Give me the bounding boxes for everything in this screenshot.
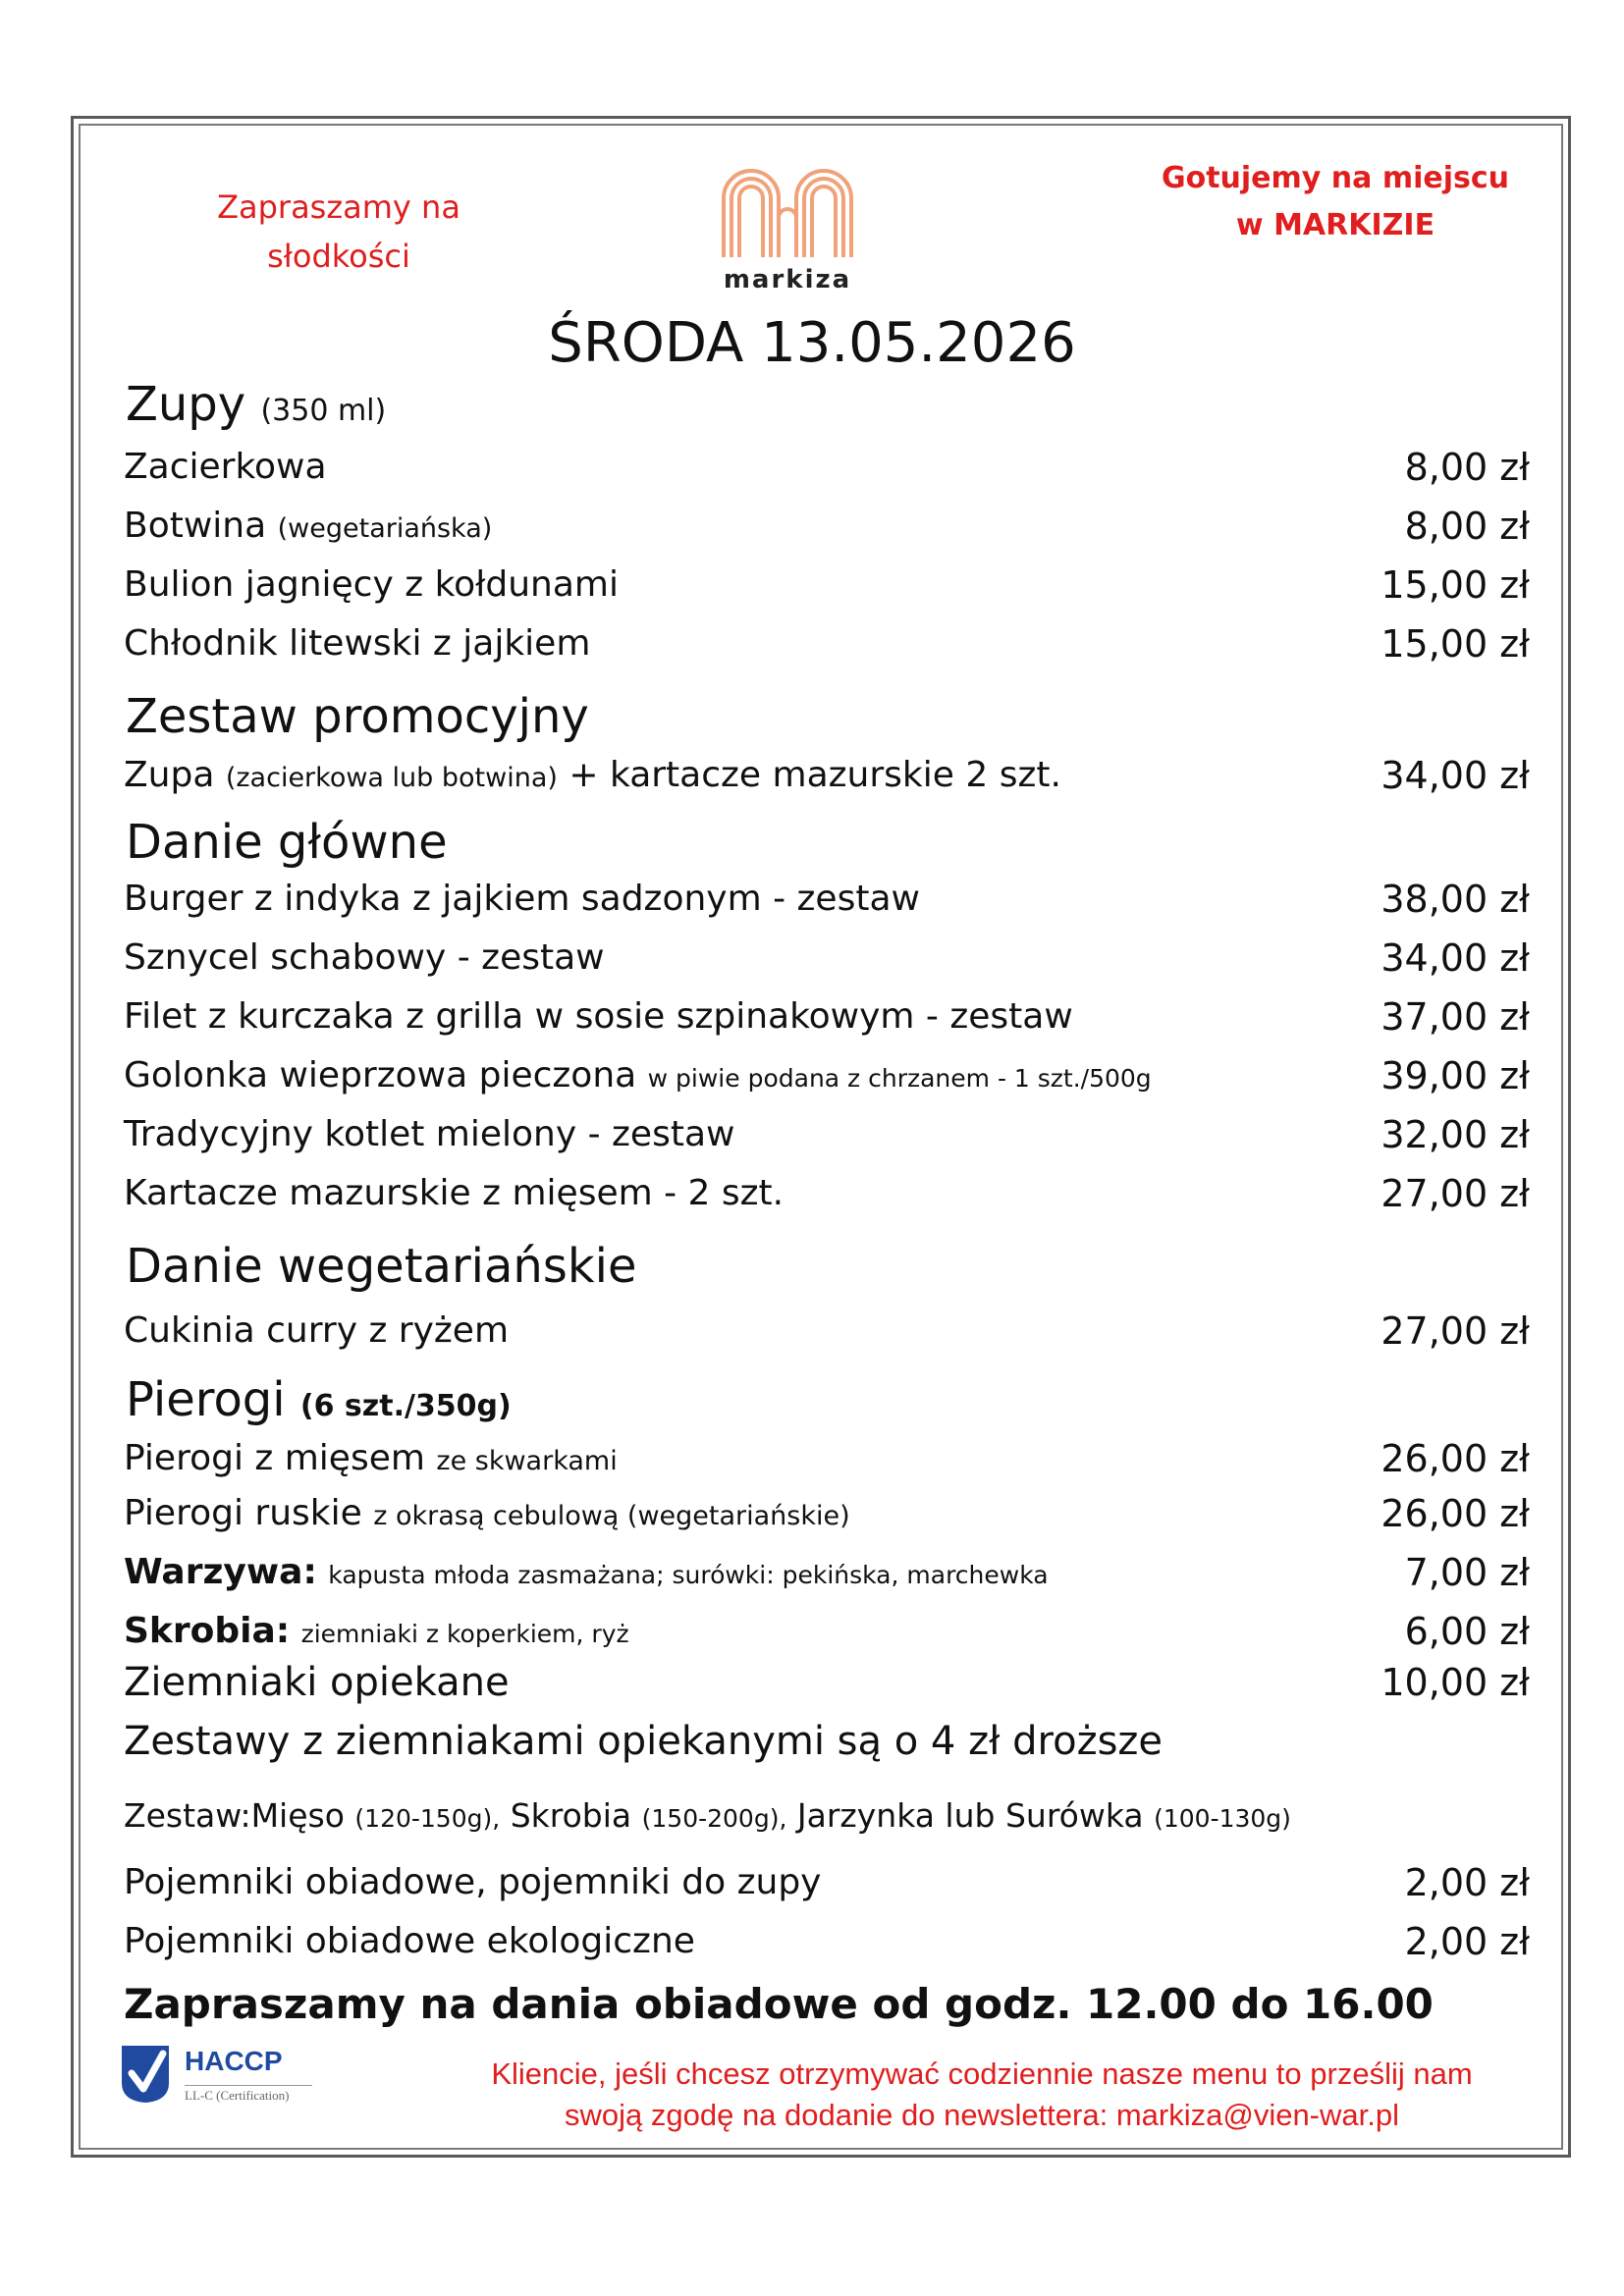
pierogi-title: Pierogi: [126, 1372, 286, 1427]
item-price: 34,00 zł: [1380, 936, 1530, 980]
menu-item-row: [124, 1111, 1530, 1158]
item-name: Filet z kurczaka z grilla w sosie szpinakowym - zestaw: [124, 996, 1073, 1037]
item-price: 27,00 zł: [1380, 1309, 1530, 1353]
menu-item-row: [124, 1170, 1530, 1217]
menu-item-row: [124, 1052, 1530, 1099]
item-name: Burger z indyka z jajkiem sadzonym - zestaw: [124, 879, 920, 919]
newsletter-note: [422, 2054, 1542, 2136]
item-price: 8,00 zł: [1404, 505, 1530, 548]
promo-part1: Zupa: [124, 755, 215, 795]
roast-note: Zestawy z ziemniakami opiekanymi są o 4 zł droższe: [124, 1719, 1164, 1764]
haccp-sublabel: LL-C (Certification): [185, 2085, 312, 2104]
item-name: [124, 1549, 1049, 1599]
section-title-mains: Danie główne: [126, 815, 448, 870]
item-note: w piwie podana z chrzanem - 1 szt./500g: [647, 1064, 1152, 1093]
item-price: 8,00 zł: [1404, 446, 1530, 489]
markiza-logo-icon: [714, 159, 861, 261]
item-price: 26,00 zł: [1380, 1437, 1530, 1480]
haccp-label: HACCP: [185, 2046, 283, 2076]
item-name: [124, 752, 1061, 802]
starch-label: Skrobia:: [124, 1611, 291, 1651]
menu-item-row: [124, 752, 1530, 799]
item-price: 37,00 zł: [1380, 995, 1530, 1039]
item-note: (wegetariańska): [277, 513, 493, 544]
set-info-note3: (100-130g): [1154, 1804, 1291, 1833]
menu-item-row: [124, 620, 1530, 667]
item-price: 15,00 zł: [1380, 563, 1530, 607]
starch-note: ziemniaki z koperkiem, ryż: [300, 1620, 629, 1648]
veg-label: Warzywa:: [124, 1552, 317, 1592]
menu-item-row: [124, 993, 1530, 1041]
promo-note: (zacierkowa lub botwina): [225, 763, 558, 793]
item-name: [124, 1608, 629, 1658]
item-name: Tradycyjny kotlet mielony - zestaw: [124, 1114, 735, 1154]
newsletter-line1: Kliencie, jeśli chcesz otrzymywać codziennie nasze menu to prześlij nam: [491, 2056, 1473, 2091]
item-price: 2,00 zł: [1404, 1920, 1530, 1963]
item-name: Bulion jagnięcy z kołdunami: [124, 564, 619, 605]
item-name: [124, 1435, 618, 1485]
soups-title: Zupy: [126, 377, 246, 432]
item-name-text: Pierogi ruskie: [124, 1493, 362, 1533]
menu-item-row: [124, 1549, 1530, 1596]
cooking-promo: [1149, 155, 1522, 249]
menu-item-row: [124, 1918, 1530, 1965]
item-price: 6,00 zł: [1404, 1610, 1530, 1653]
item-note: ze skwarkami: [436, 1446, 618, 1476]
item-name: Ziemniaki opiekane: [124, 1660, 510, 1705]
item-name: Sznycel schabowy - zestaw: [124, 937, 605, 978]
logo-wordmark: markiza: [723, 265, 852, 294]
set-info-part3: Jarzynka lub Surówka: [796, 1796, 1144, 1835]
section-title-vegetarian: Danie wegetariańskie: [126, 1239, 637, 1294]
pierogi-note: (6 szt./350g): [299, 1389, 512, 1423]
item-name: [124, 1490, 850, 1540]
item-name-text: Golonka wieprzowa pieczona: [124, 1055, 637, 1095]
cooking-promo-line1: Gotujemy na miejscu: [1161, 161, 1510, 195]
item-price: 7,00 zł: [1404, 1551, 1530, 1594]
soups-note: (350 ml): [260, 394, 387, 428]
veg-note: kapusta młoda zasmażana; surówki: pekińska, marchewka: [328, 1561, 1049, 1589]
menu-item-row: [124, 876, 1530, 923]
menu-item-row: [124, 934, 1530, 982]
item-price: 15,00 zł: [1380, 622, 1530, 666]
item-name: Kartacze mazurskie z mięsem - 2 szt.: [124, 1173, 785, 1213]
menu-item-row: [124, 444, 1530, 491]
item-price: 34,00 zł: [1380, 754, 1530, 797]
item-name-text: Botwina: [124, 506, 267, 546]
item-name: [124, 1052, 1152, 1102]
item-name: Pojemniki obiadowe ekologiczne: [124, 1921, 695, 1961]
menu-item-row: [124, 1608, 1530, 1655]
promo-part2: + kartacze mazurskie 2 szt.: [568, 755, 1061, 795]
menu-item-row: [124, 1435, 1530, 1482]
cooking-promo-line2: w MARKIZIE: [1235, 208, 1435, 242]
item-name: [124, 503, 492, 553]
item-price: 32,00 zł: [1380, 1113, 1530, 1156]
set-info-note2: (150-200g),: [641, 1804, 787, 1833]
set-info: [124, 1792, 1291, 1842]
set-info-row: [124, 1792, 1530, 1840]
checkmark-shield-icon: [120, 2044, 171, 2105]
item-name: Zacierkowa: [124, 447, 327, 487]
item-name-text: Pierogi z mięsem: [124, 1438, 425, 1478]
menu-item-row: [124, 561, 1530, 609]
menu-item-row: [124, 1659, 1530, 1706]
haccp-badge: [120, 2044, 316, 2112]
section-title-pierogi: [126, 1372, 512, 1434]
roast-note-row: [124, 1718, 1530, 1765]
section-title-promo-set: Zestaw promocyjny: [126, 689, 589, 744]
set-info-part2: Skrobia: [510, 1796, 632, 1835]
opening-hours: Zapraszamy na dania obiadowe od godz. 12.00 do 16.00: [124, 1980, 1434, 2028]
item-price: 2,00 zł: [1404, 1861, 1530, 1904]
menu-date: ŚRODA 13.05.2026: [548, 311, 1076, 375]
menu-item-row: [124, 1859, 1530, 1906]
item-note: z okrasą cebulową (wegetariańskie): [373, 1501, 850, 1531]
set-info-note1: (120-150g),: [354, 1804, 501, 1833]
newsletter-line2: swoją zgodę na dodanie do newslettera: markiza@vien-war.pl: [565, 2098, 1399, 2132]
item-name: Pojemniki obiadowe, pojemniki do zupy: [124, 1862, 822, 1902]
menu-item-row: [124, 503, 1530, 550]
item-name: Chłodnik litewski z jajkiem: [124, 623, 591, 664]
item-price: 26,00 zł: [1380, 1492, 1530, 1535]
item-name: Cukinia curry z ryżem: [124, 1310, 510, 1351]
section-title-soups: [126, 377, 386, 439]
item-price: 27,00 zł: [1380, 1172, 1530, 1215]
item-price: 39,00 zł: [1380, 1054, 1530, 1097]
sweets-promo: Zapraszamy na słodkości: [217, 188, 460, 275]
item-price: 38,00 zł: [1380, 878, 1530, 921]
set-info-part1: Zestaw:Mięso: [124, 1796, 345, 1835]
menu-item-row: [124, 1308, 1530, 1355]
markiza-logo: [709, 159, 866, 296]
menu-item-row: [124, 1490, 1530, 1537]
item-price: 10,00 zł: [1380, 1661, 1530, 1704]
